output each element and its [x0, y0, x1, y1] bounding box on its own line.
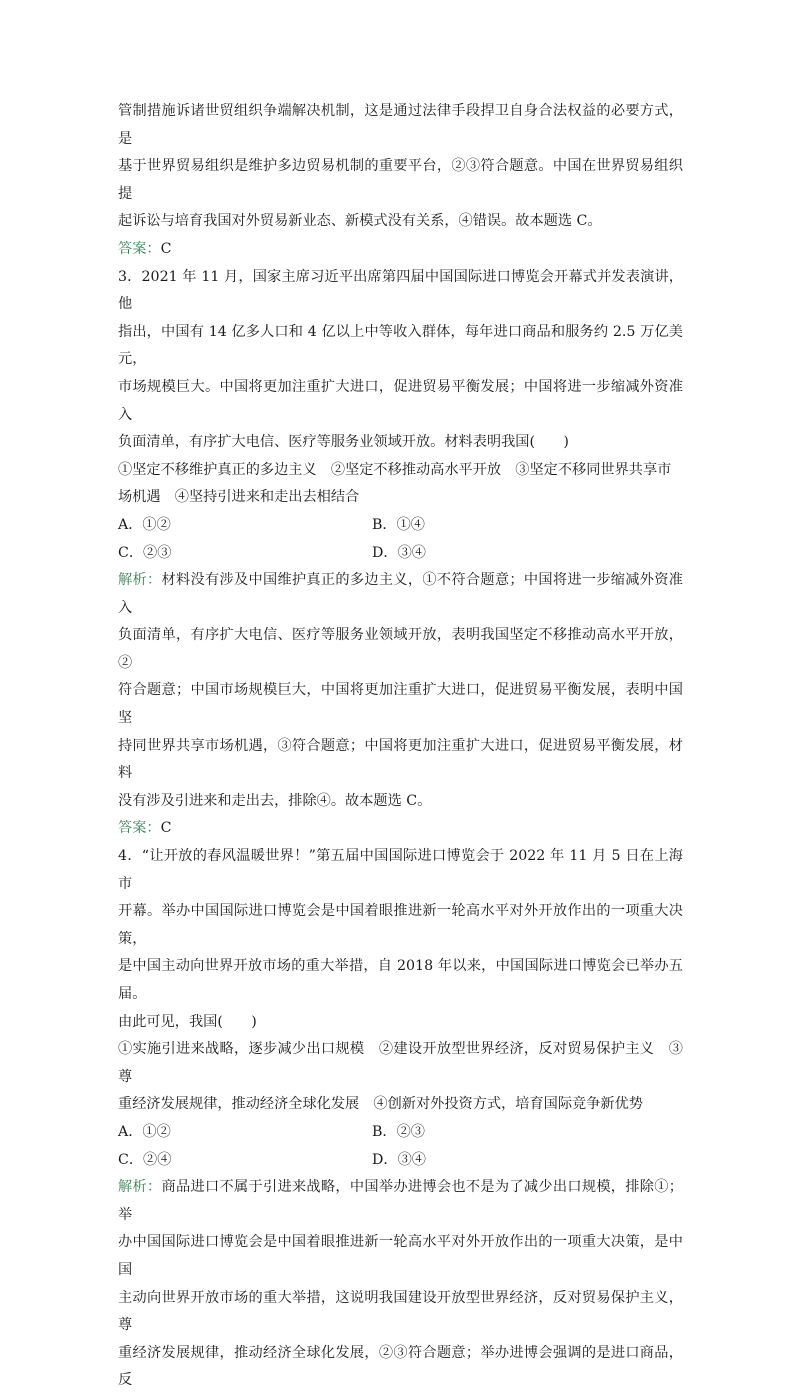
answer-label: 答案：: [118, 240, 161, 257]
text-line: 开幕。举办中国国际进口博览会是中国着眼推进新一轮高水平对外开放作出的一项重大决策，: [118, 903, 683, 947]
text-line: 基于世界贸易组织是维护多边贸易机制的重要平台，②③符合题意。中国在世界贸易组织提: [118, 158, 683, 202]
analysis-label: 解析：: [118, 572, 162, 589]
text-line: 负面清单，有序扩大电信、医疗等服务业领域开放，表明我国坚定不移推动高水平开放，②: [118, 627, 683, 671]
option-a: A．①②: [118, 1123, 171, 1140]
text-line: 重经济发展规律，推动经济全球化发展，②③符合题意；举办进博会强调的是进口商品，反: [118, 1344, 683, 1389]
text-line: 市场规模巨大。中国将更加注重扩大进口，促进贸易平衡发展；中国将进一步缩减外资准入: [118, 378, 683, 423]
text-line: 办中国国际进口博览会是中国着眼推进新一轮高水平对外开放作出的一项重大决策，是中国: [118, 1234, 683, 1278]
text-line: 符合题意；中国市场规模巨大，中国将更加注重扩大进口，促进贸易平衡发展，表明中国坚: [118, 682, 683, 727]
answer-value: C: [160, 820, 172, 837]
answer-label: 答案：: [118, 820, 161, 837]
question-3-options-row-1: [118, 512, 683, 540]
question-3-stem: 3．2021 年 11 月，国家主席习近平出席第四届中国国际进口博览会开幕式并发表演讲，他: [118, 268, 683, 313]
analysis-label: 解析：: [118, 1179, 162, 1196]
analysis-line: [118, 1174, 683, 1229]
analysis-text: 材料没有涉及中国维护真正的多边主义，①不符合题意；中国将进一步缩减外资准入: [118, 572, 683, 616]
question-4-stem: 4．“让开放的春风温暖世界！”第五届中国国际进口博览会于 2022 年 11 月 5 日在上海市: [118, 848, 683, 892]
question-3-options-row-2: [118, 540, 683, 568]
option-b: B．①④: [372, 516, 425, 533]
text-line: 负面清单，有序扩大电信、医疗等服务业领域开放。材料表明我国( ): [118, 434, 569, 451]
document-content: [118, 98, 683, 1395]
text-line: 指出，中国有 14 亿多人口和 4 亿以上中等收入群体，每年进口商品和服务约 2.5 万亿美元，: [118, 323, 683, 368]
analysis-text: 商品进口不属于引进来战略，中国举办进博会也不是为了减少出口规模，排除①；举: [118, 1179, 683, 1223]
text-line: 是中国主动向世界开放市场的重大举措，自 2018 年以来，中国国际进口博览会已举办五届。: [118, 958, 683, 1002]
question-4-statements: ①实施引进来战略，逐步减少出口规模 ②建设开放型世界经济，反对贸易保护主义 ③尊: [118, 1041, 683, 1085]
answer-value: C: [160, 240, 172, 257]
option-d: D．③④: [372, 1151, 426, 1168]
option-c: C．②④: [118, 1151, 172, 1168]
question-4-options-row-2: [118, 1147, 683, 1175]
option-c: C．②③: [118, 544, 172, 561]
text-line: 由此可见，我国( ): [118, 1013, 257, 1030]
answer-line: [118, 236, 683, 264]
text-line: 场机遇 ④坚持引进来和走出去相结合: [118, 489, 360, 506]
text-line: 持同世界共享市场机遇，③符合题意；中国将更加注重扩大进口，促进贸易平衡发展，材料: [118, 737, 683, 782]
text-line: 主动向世界开放市场的重大举措，这说明我国建设开放型世界经济，反对贸易保护主义，尊: [118, 1289, 683, 1334]
analysis-line: [118, 567, 683, 622]
text-line: 管制措施诉诸世贸组织争端解决机制，这是通过法律手段捍卫自身合法权益的必要方式，是: [118, 103, 683, 147]
option-d: D．③④: [372, 544, 426, 561]
text-line: 起诉讼与培育我国对外贸易新业态、新模式没有关系，④错误。故本题选 C。: [118, 213, 602, 230]
question-4-options-row-1: [118, 1119, 683, 1147]
answer-line: [118, 815, 683, 843]
text-line: 没有涉及引进来和走出去，排除④。故本题选 C。: [118, 792, 432, 809]
option-a: A．①②: [118, 516, 171, 533]
option-b: B．②③: [372, 1123, 425, 1140]
text-line: 重经济发展规律，推动经济全球化发展 ④创新对外投资方式，培育国际竞争新优势: [118, 1096, 643, 1113]
question-3-statements: ①坚定不移维护真正的多边主义 ②坚定不移推动高水平开放 ③坚定不移同世界共享市: [118, 461, 672, 478]
